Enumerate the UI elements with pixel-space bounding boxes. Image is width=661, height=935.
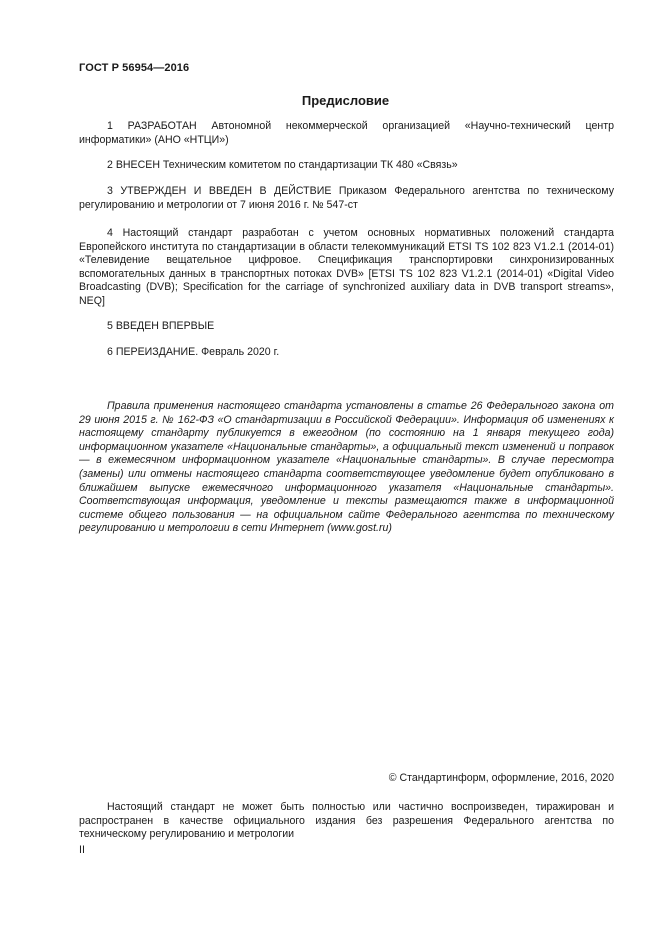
- page-title: Предисловие: [301, 93, 390, 108]
- standard-header: ГОСТ Р 56954—2016: [79, 62, 190, 74]
- foreword-item-text: 1 РАЗРАБОТАН Автономной некоммерческой организацией «Научно-технический центр информатики» (АНО «НТЦИ»): [79, 120, 614, 146]
- foreword-item-5: [79, 320, 614, 334]
- reproduction-notice: Настоящий стандарт не может быть полностью или частично воспроизведен, тиражирован и распространен в качестве официального издания без разрешения Федерального агентства по техническому регулированию и метрологии: [79, 801, 614, 841]
- foreword-item-2: [79, 159, 614, 173]
- foreword-item-1: [79, 120, 614, 147]
- foreword-item-6: [79, 346, 614, 360]
- foreword-item-text: 4 Настоящий стандарт разработан с учетом основных нормативных положений стандарта Европейского института по стандартизации в области телекоммуникаций ETSI TS 102 823 V1.2.1 (2014-01) «Телевидение вещательное цифровое. Спецификация транспортировки синхронизированных вспомогательных данных в транспортных потоках DVB» [ETSI TS 102 823 V1.2.1 (2014-01) «Digital Video Broadcasting (DVB); Specification for the carriage of synchronized auxiliary data in DVB transport streams», NEQ]: [79, 227, 614, 307]
- foreword-item-text: 2 ВНЕСЕН Техническим комитетом по стандартизации ТК 480 «Связь»: [107, 159, 458, 171]
- page-number: II: [79, 844, 85, 856]
- foreword-item-text: 3 УТВЕРЖДЕН И ВВЕДЕН В ДЕЙСТВИЕ Приказом Федерального агентства по техническому регулированию и метрологии от 7 июня 2016 г. № 547-ст: [79, 185, 614, 211]
- standard-application-notice: Правила применения настоящего стандарта установлены в статье 26 Федерального закона от 29 июня 2015 г. № 162-ФЗ «О стандартизации в Российской Федерации». Информация об изменениях к настоящему стандарту публикуется в ежегодном (по состоянию на 1 января текущего года) информационном указателе «Национальные стандарты», а официальный текст изменений и поправок — в ежемесячном информационном указателе «Национальные стандарты». В случае пересмотра (замены) или отмены настоящего стандарта соответствующее уведомление будет опубликовано в ближайшем выпуске ежемесячного информационного указателя «Национальные стандарты». Соответствующая информация, уведомление и тексты размещаются также в информационной системе общего пользования — на официальном сайте Федерального агентства по техническому регулированию и метрологии в сети Интернет (www.gost.ru): [79, 400, 614, 535]
- foreword-item-text: 6 ПЕРЕИЗДАНИЕ. Февраль 2020 г.: [107, 346, 280, 358]
- foreword-item-4: [79, 227, 614, 309]
- foreword-item-3: [79, 185, 614, 212]
- copyright-line: © Стандартинформ, оформление, 2016, 2020: [388, 772, 614, 784]
- foreword-item-text: 5 ВВЕДЕН ВПЕРВЫЕ: [107, 320, 215, 332]
